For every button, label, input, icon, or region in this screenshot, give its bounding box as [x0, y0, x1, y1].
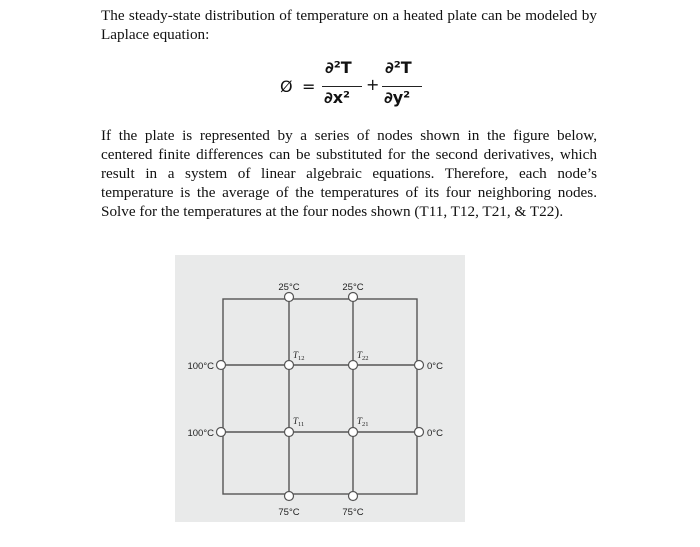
label-node-t21 — [357, 416, 369, 428]
interior-node-t21 — [349, 428, 358, 437]
label-node-t12-base: T — [293, 350, 299, 360]
label-node-t12-sub: 12 — [298, 355, 305, 362]
boundary-node-left-upper — [217, 361, 226, 370]
boundary-node-right-upper — [415, 361, 424, 370]
label-node-t22-base: T — [357, 350, 363, 360]
interior-node-t11 — [285, 428, 294, 437]
boundary-node-top-right — [349, 293, 358, 302]
body-paragraph: If the plate is represented by a series of nodes shown in the figure below, centered finite differences can be substituted for the second derivatives, which result in a system of linear algebraic equations. Therefore, each node’s temperature is the average of the temperatures of its four neighboring nodes. Solve for the temperatures at the four nodes shown (T11, T12, T21, & T22). — [101, 127, 597, 220]
term1-numerator: ∂²T — [325, 58, 352, 77]
label-node-t11-base: T — [293, 416, 299, 426]
term2-fraction-bar — [382, 86, 422, 87]
equation-plus: + — [366, 75, 380, 94]
equation-lhs: Ø — [280, 77, 293, 96]
label-right-lower-temp: 0°C — [427, 428, 443, 439]
label-right-upper-temp: 0°C — [427, 361, 443, 372]
plate-grid-diagram — [175, 255, 465, 522]
equation-equals: = — [302, 77, 316, 96]
interior-node-t22 — [349, 361, 358, 370]
label-node-t12 — [293, 350, 305, 362]
boundary-node-bottom-right — [349, 492, 358, 501]
label-node-t21-sub: 21 — [362, 421, 369, 428]
plate-outline — [223, 299, 417, 494]
boundary-node-top-left — [285, 293, 294, 302]
plate-node-figure — [175, 255, 465, 522]
boundary-node-right-lower — [415, 428, 424, 437]
label-left-lower-temp: 100°C — [187, 428, 214, 439]
label-left-upper-temp: 100°C — [187, 361, 214, 372]
label-bottom-right-temp: 75°C — [342, 507, 364, 518]
label-node-t22 — [357, 350, 369, 362]
intro-paragraph: The steady-state distribution of temperature on a heated plate can be modeled by Laplace equation: — [101, 7, 597, 43]
boundary-node-left-lower — [217, 428, 226, 437]
label-node-t22-sub: 22 — [362, 355, 369, 362]
interior-node-t12 — [285, 361, 294, 370]
label-node-t11-sub: 11 — [298, 421, 305, 428]
term1-fraction-bar — [322, 86, 362, 87]
term2-numerator: ∂²T — [385, 58, 412, 77]
term2-denominator: ∂y² — [384, 88, 411, 107]
label-bottom-left-temp: 75°C — [278, 507, 300, 518]
term1-denominator: ∂x² — [324, 88, 351, 107]
label-top-left-temp: 25°C — [278, 282, 300, 293]
label-top-right-temp: 25°C — [342, 282, 364, 293]
boundary-node-bottom-left — [285, 492, 294, 501]
laplace-equation — [280, 56, 440, 116]
label-node-t21-base: T — [357, 416, 363, 426]
label-node-t11 — [293, 416, 304, 428]
